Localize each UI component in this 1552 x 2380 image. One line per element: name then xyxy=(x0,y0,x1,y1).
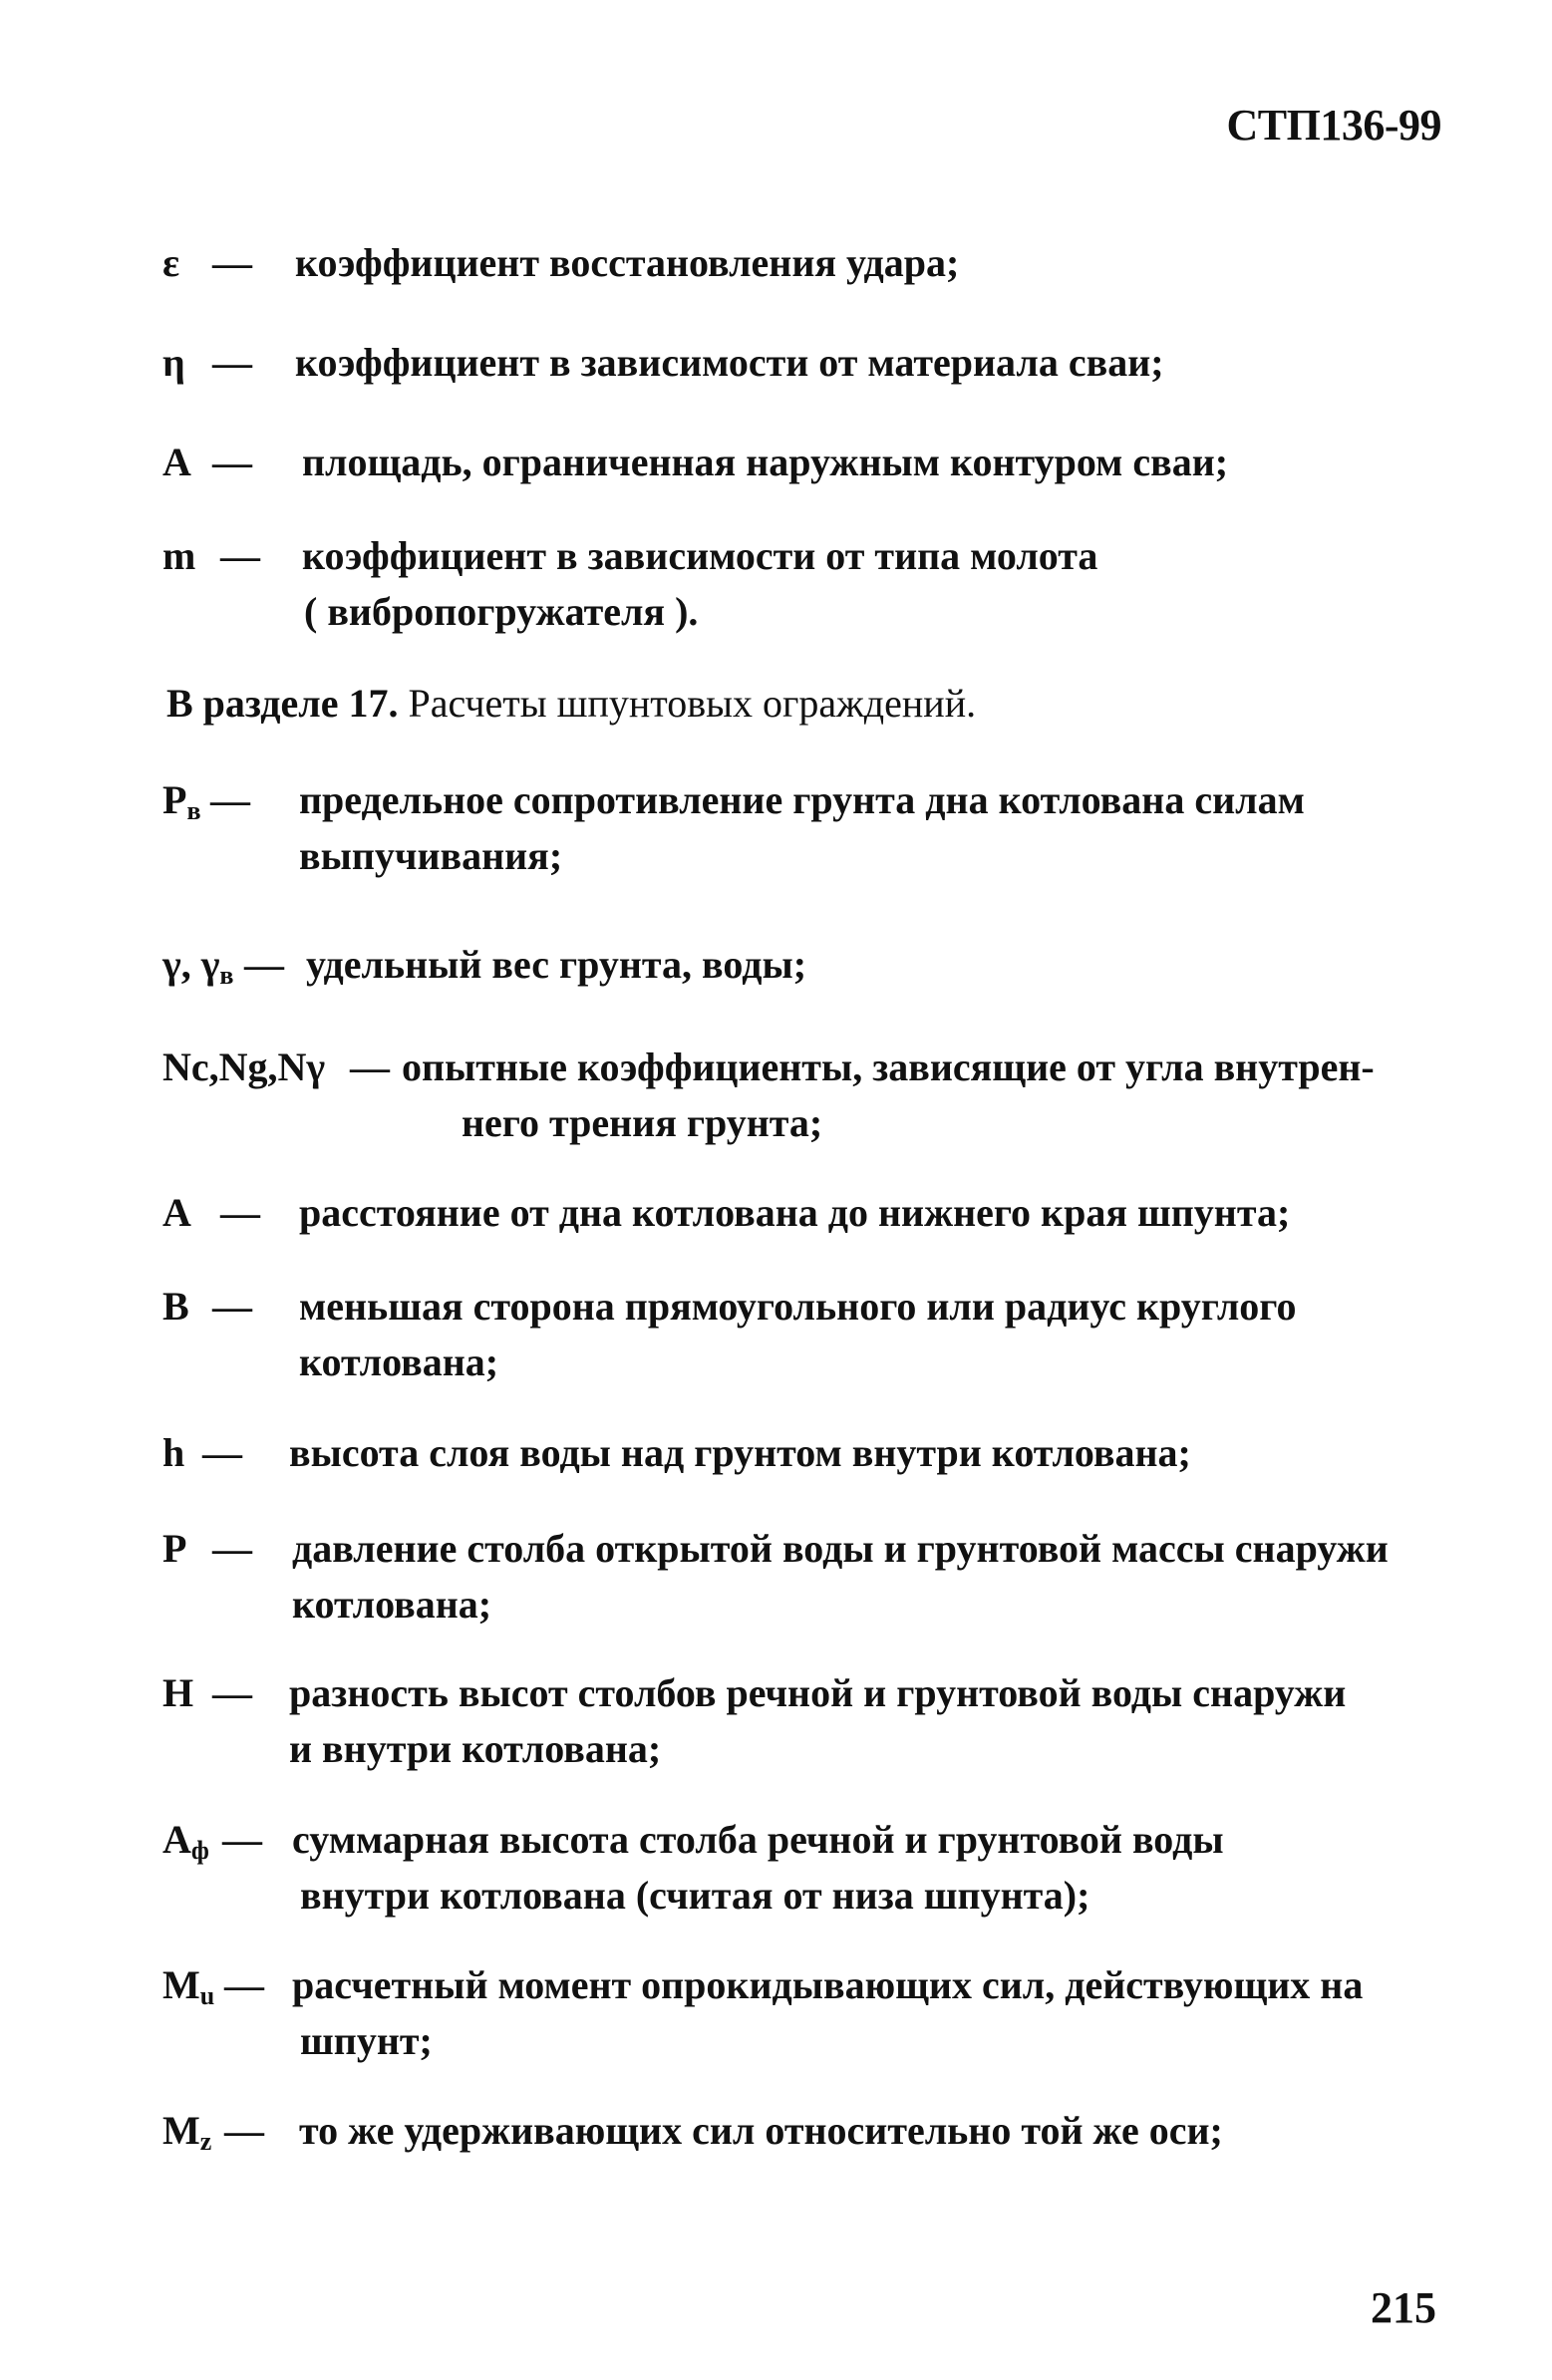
legend-dash: — xyxy=(244,942,284,987)
legend-dash: — xyxy=(202,1430,242,1475)
legend-dash: — xyxy=(210,777,250,822)
legend-dash: — xyxy=(212,1670,252,1715)
description-line: и внутри котлована; xyxy=(289,1726,662,1771)
legend-symbol: η xyxy=(162,340,185,385)
legend-description xyxy=(299,2103,1223,2159)
description-line: высота слоя воды над грунтом внутри котлована; xyxy=(289,1430,1191,1475)
legend-dash: — xyxy=(220,1190,260,1235)
legend-symbol: $P_в$ xyxy=(162,777,201,825)
description-line: коэффициент в зависимости от материала сваи; xyxy=(295,340,1164,385)
legend-symbol: $M_z$ xyxy=(162,2108,212,2156)
description-line: коэффициент восстановления удара; xyxy=(295,240,960,285)
legend-dash: — xyxy=(350,1044,390,1089)
legend-description xyxy=(306,937,806,993)
legend-symbol: $A_ф$ xyxy=(162,1817,209,1865)
section-heading-bold: В разделе 17. xyxy=(166,681,399,726)
legend-description xyxy=(292,1812,1224,1924)
legend-description xyxy=(289,1665,1346,1777)
legend-description xyxy=(302,528,1097,640)
description-line: него трения грунта; xyxy=(462,1100,823,1145)
legend-symbol: A xyxy=(162,1190,191,1235)
page-number: 215 xyxy=(1371,2283,1436,2332)
description-line: внутри котлована (считая от низа шпунта); xyxy=(300,1873,1090,1918)
legend-symbol: h xyxy=(162,1430,185,1475)
description-line: площадь, ограниченная наружным контуром сваи; xyxy=(302,440,1229,484)
legend-dash: — xyxy=(212,340,252,385)
legend-description xyxy=(289,1425,1191,1481)
legend-description xyxy=(402,1040,1375,1151)
legend-description xyxy=(295,335,1164,391)
legend-symbol: H xyxy=(162,1670,194,1715)
legend-description xyxy=(302,435,1228,490)
description-line: шпунт; xyxy=(300,2018,433,2063)
legend-description xyxy=(295,235,959,291)
description-line: ( вибропогружателя ). xyxy=(304,589,699,634)
legend-symbol: A xyxy=(162,440,191,484)
description-line: расстояние от дна котлована до нижнего края шпунта; xyxy=(299,1190,1291,1235)
description-line: давление столба открытой воды и грунтовой массы снаружи xyxy=(292,1526,1389,1571)
legend-description xyxy=(299,772,1305,884)
description-line: разность высот столбов речной и грунтовой воды снаружи xyxy=(289,1670,1347,1715)
legend-symbol: B xyxy=(162,1284,189,1329)
section-heading xyxy=(166,676,976,732)
legend-symbol: P xyxy=(162,1526,187,1571)
description-line: предельное сопротивление грунта дна котлована силам xyxy=(299,777,1305,822)
legend-dash: — xyxy=(212,240,252,285)
description-line: расчетный момент опрокидывающих сил, действующих на xyxy=(292,1962,1364,2007)
description-line: то же удерживающих сил относительно той же оси; xyxy=(299,2108,1223,2153)
description-line: удельный вес грунта, воды; xyxy=(306,942,807,987)
legend-dash: — xyxy=(224,1962,264,2007)
document-code: СТП136-99 xyxy=(1226,101,1441,149)
legend-symbol: m xyxy=(162,533,196,578)
legend-description xyxy=(292,1957,1363,2069)
legend-dash: — xyxy=(212,440,252,484)
legend-symbol: ε xyxy=(162,240,180,285)
description-line: коэффициент в зависимости от типа молота xyxy=(302,533,1098,578)
legend-symbol: $M_u$ xyxy=(162,1962,215,2010)
legend-description xyxy=(292,1521,1389,1633)
legend-dash: — xyxy=(222,1817,262,1862)
legend-symbol: Nc,Ng,Nγ xyxy=(162,1044,326,1089)
section-heading-title: Расчеты шпунтовых ограждений. xyxy=(398,681,977,726)
legend-dash: — xyxy=(212,1526,252,1571)
legend-symbol: γ, $\gamma_в$ xyxy=(162,942,234,990)
description-line: котлована; xyxy=(292,1582,492,1627)
description-line: опытные коэффициенты, зависящие от угла внутрен- xyxy=(402,1044,1375,1089)
description-line: меньшая сторона прямоугольного или радиус круглого xyxy=(299,1284,1297,1329)
legend-description xyxy=(299,1279,1296,1390)
description-line: выпучивания; xyxy=(299,833,563,878)
legend-description xyxy=(299,1185,1290,1241)
legend-dash: — xyxy=(224,2108,264,2153)
legend-dash: — xyxy=(212,1284,252,1329)
description-line: суммарная высота столба речной и грунтовой воды xyxy=(292,1817,1224,1862)
description-line: котлована; xyxy=(299,1339,499,1384)
legend-dash: — xyxy=(220,533,260,578)
